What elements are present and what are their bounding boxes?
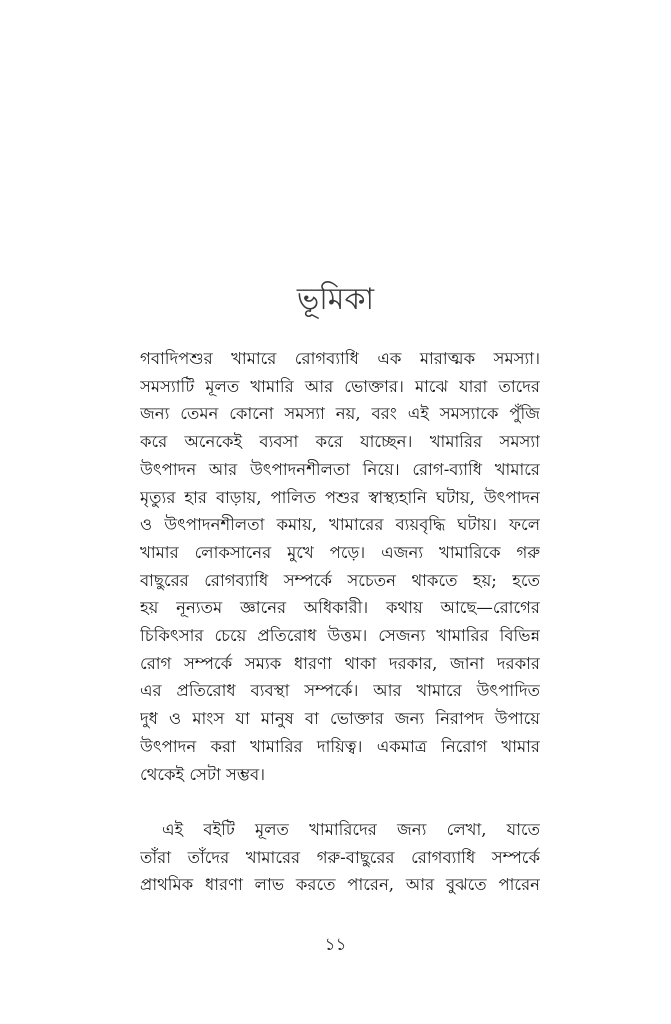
text-line: উৎপাদন করা খামারির দায়িত্ব। একমাত্র নিরোগ খামার [140, 736, 540, 756]
text-line: এর প্রতিরোধ ব্যবস্থা সম্পর্কে। আর খামারে উৎপাদিত [140, 681, 540, 701]
text-line: থেকেই সেটা সম্ভব। [140, 764, 266, 784]
paragraph-1 [140, 345, 540, 788]
text-line: সমস্যাটি মূলত খামারি আর ভোক্তার। মাঝে যারা তাদের [140, 376, 540, 396]
page-title: ভূমিকা [296, 282, 375, 317]
text-line: গবাদিপশুর খামারে রোগব্যাধি এক মারাত্মক সমস্যা। [140, 349, 540, 368]
text-line: ও উৎপাদনশীলতা কমায়, খামারের ব্যয়বৃদ্ধি ঘটায়। ফলে [140, 515, 540, 535]
text-line: উৎপাদন আর উৎপাদনশীলতা নিয়ে। রোগ-ব্যাধি খামারে [140, 459, 540, 479]
text-line: চিকিৎসার চেয়ে প্রতিরোধ উত্তম। সেজন্য খামারির বিভিন্ন [140, 626, 540, 646]
page-number: ১১ [324, 935, 347, 955]
text-line: করে অনেকেই ব্যবসা করে যাচ্ছেন। খামারির সমস্যা [140, 432, 540, 452]
text-line: খামার লোকসানের মুখে পড়ে। এজন্য খামারিকে গরু [140, 542, 540, 562]
text-line: এই বইটি মূলত খামারিদের জন্য লেখা, যাতে [162, 820, 540, 839]
text-line: প্রাথমিক ধারণা লাভ করতে পারেন, আর বুঝতে পারেন [140, 875, 540, 895]
text-line: বাছুরের রোগব্যাধি সম্পর্কে সচেতন থাকতে হয়; হতে [140, 570, 540, 590]
text-line: রোগ সম্পর্কে সম্যক ধারণা থাকা দরকার, জানা দরকার [140, 653, 540, 673]
text-line: জন্য তেমন কোনো সমস্যা নয়, বরং এই সমস্যাকে পুঁজি [140, 404, 540, 424]
text-line: তাঁরা তাঁদের খামারের গরু-বাছুরের রোগব্যাধি সম্পর্কে [140, 847, 540, 867]
text-line: দুধ ও মাংস যা মানুষ বা ভোক্তার জন্য নিরাপদ উপায়ে [140, 709, 540, 729]
text-line: মৃত্যুর হার বাড়ায়, পালিত পশুর স্বাস্থ্যহানি ঘটায়, উৎপাদন [140, 487, 540, 507]
text-line: হয় নূন্যতম জ্ঞানের অধিকারী। কথায় আছে—রোগের [140, 598, 540, 618]
paragraph-2 [140, 816, 540, 899]
